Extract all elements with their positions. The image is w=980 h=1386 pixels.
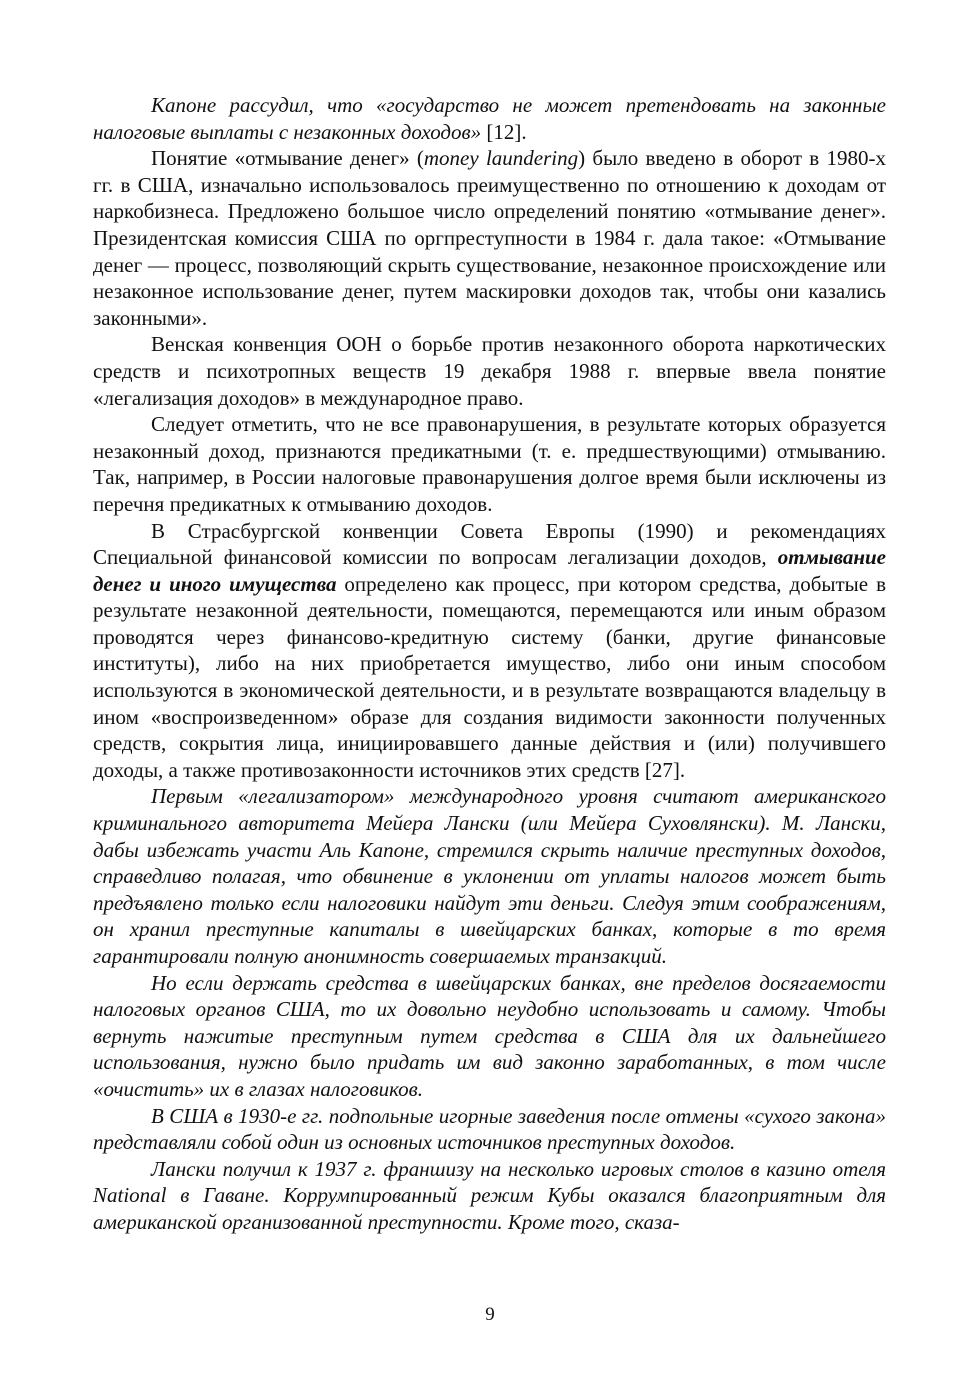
text-body — [93, 92, 886, 1236]
paragraph-3: Венская конвенция ООН о борьбе против незаконного оборота наркотических средств и психотропных веществ 19 декабря 1988 г. впервые ввела понятие «легализация доходов» в международное право. — [93, 332, 886, 410]
page-number: 9 — [485, 1304, 495, 1325]
paragraph-2-rest: ) было введено в оборот в 1980-х гг. в США, изначально использовалось преимущественно по отношению к доходам от наркобизнеса. Предложено большое число определений понятию «отмывание денег». Президентская комиссия США по оргпреступности в 1984 г. дала такое: «Отмывание денег — процесс, позволяющий скрыть существование, незаконное происхождение или незаконное использование денег, путем маскировки доходов так, чтобы они казались законными». — [93, 146, 886, 330]
paragraph-9: Лански получил к 1937 г. франшизу на несколько игровых столов в казино отеля National в Гаване. Коррумпированный режим Кубы оказался благоприятным для американской организованной преступности. Кроме того, сказа- — [93, 1156, 886, 1234]
definition-term: отмывание денег и иного имущества — [93, 545, 886, 596]
paragraph-5-rest: определено как процесс, при котором средства, добытые в результате незаконной деятельности, помещаются, перемещаются или иным образом проводятся через финансово-кредитную систему (банки, другие финансовые институты), либо на них приобретается имущество, либо они иным способом используются в экономической деятельности, и в результате возвращаются владельцу в ином «воспроизведенном» образе для создания видимости законности полученных средств, сокрытия лица, инициировавшего данные действия и (или) получившего доходы, а также противозаконности источников этих средств [27]. — [93, 571, 886, 782]
paragraph-5-start: В Страсбургской конвенции Совета Европы (1990) и рекомендациях Специальной финансовой комиссии по вопросам легализации доходов, — [93, 518, 886, 570]
paragraph-1 — [93, 92, 886, 145]
quote-capone: Капоне рассудил, что «государство не может претендовать на законные налоговые выплаты с незаконных доходов» — [93, 93, 886, 144]
paragraph-8: В США в 1930-е гг. подпольные игорные заведения после отмены «сухого закона» представляли собой один из основных источников преступных доходов. — [93, 1103, 886, 1155]
paragraph-4: Следует отметить, что не все правонарушения, в результате которых образуется незаконный доход, признаются предикатными (т. е. предшествующими) отмыванию. Так, например, в России налоговые правонарушения долгое время были исключены из перечня предикатных к отмыванию доходов. — [93, 412, 886, 516]
paragraph-2-start: Понятие «отмывание денег» ( — [151, 146, 424, 171]
latin-term: money laundering — [423, 146, 579, 171]
reference-12: [12]. — [481, 119, 527, 144]
paragraph-6: Первым «легализатором» международного уровня считают американского криминального авторитета Мейера Лански (или Мейера Суховлянски). М. Лански, дабы избежать участи Аль Капоне, стремился скрыть наличие преступных доходов, справедливо полагая, что обвинение в уклонении от уплаты налогов может быть предъявлено только если налоговики найдут эти деньги. Следуя этим соображениям, он хранил преступные капиталы в швейцарских банках, которые в то время гарантировали полную анонимность совершаемых транзакций. — [93, 784, 886, 968]
paragraph-5 — [93, 518, 886, 784]
paragraph-7: Но если держать средства в швейцарских банках, вне пределов досягаемости налоговых органов США, то их довольно неудобно использовать и самому. Чтобы вернуть нажитые преступным путем средства в США для их дальнейшего использования, нужно было придать им вид законно заработанных, в том числе «очистить» их в глазах налоговиков. — [93, 970, 886, 1101]
paragraph-2 — [93, 145, 886, 331]
